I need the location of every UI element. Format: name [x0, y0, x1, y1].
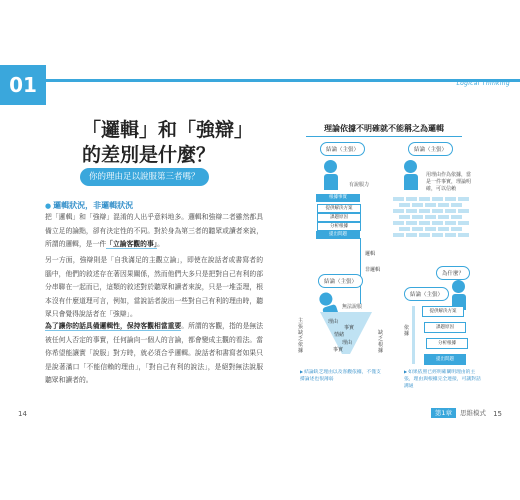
bubble-conclusion-bottom-right: 結論（主張） [404, 287, 449, 301]
step-box-4: 提出問題 [424, 354, 466, 365]
funnel-graphic [316, 312, 376, 354]
chapter-footer-box: 第1章 [431, 408, 456, 418]
note-reasoning: 用理由作為依據，當是一件事實，理論明確，可以信賴 [426, 172, 472, 192]
chapter-number-tab: 01 [0, 65, 46, 105]
title-line-1: 「邏輯」和「強辯」 [82, 119, 254, 141]
paragraph-1-text-a: 把「邏輯」和「強辯」混淆的人出乎意料地多。邏輯和強辯二者雖然都具備立足的論點，卻有決定性的不同。對於身為第三者的聽眾或讀者來說，所謂的邏輯，是一件 [45, 213, 263, 248]
funnel-word-5: 事實 [333, 347, 344, 353]
person-on-wall-icon [404, 160, 418, 190]
stack-item-2: 提供解決方案 [317, 204, 361, 213]
funnel-word-4: 理由 [342, 340, 353, 346]
funnel-word-1: 理由 [328, 319, 339, 325]
page-title [82, 118, 272, 168]
paragraph-1 [45, 211, 263, 252]
page-number-left: 14 [18, 410, 27, 418]
footnote-left: ▶ 結論缺乏理由以及客觀依據，不僅支撐論述也很薄弱 [300, 368, 382, 383]
support-arrow [412, 306, 415, 364]
side-label-no-basis: 主張缺乏依據 [298, 318, 304, 354]
header-bar [0, 79, 520, 82]
page-number-right: 15 [493, 410, 502, 418]
bubble-conclusion-top-left: 結論（主張） [320, 142, 365, 156]
stack-item-5: 提出問題 [316, 231, 360, 239]
paragraph-3 [45, 320, 263, 388]
chapter-footer-text: 思維模式 [460, 409, 486, 417]
question-bubble: 為什麼？ [436, 266, 470, 280]
step-box-2: 課題原因 [424, 322, 466, 333]
chapter-footer [431, 408, 486, 417]
paragraph-3-text: 。所謂的客觀，指的是無法被任何人否定的事實，任何論向一個人的言論，都會變成主觀的看法。當你希望能讓實「說服」對方時，就必須合乎邏輯。說話者和書寫者如果只是說著滿口「不能信賴的理由」，「對自己有利的說法」，是絕對無法說服聽眾和讀者的。 [45, 322, 264, 384]
label-logic: 邏輯 [365, 251, 376, 257]
bubble-conclusion-top-right: 結論（主張） [408, 142, 453, 156]
label-illogic: 非邏輯 [365, 267, 381, 273]
brick-wall [392, 196, 472, 238]
diagram-title: 理論依據不明確就不能稱之為邏輯 [296, 123, 472, 134]
funnel-word-3: 情緒 [334, 332, 345, 338]
paragraph-1-text-b: 。 [157, 240, 164, 248]
logic-divider-arrow [360, 238, 361, 304]
support-arrow-label: 依據 [404, 325, 410, 337]
stack-item-1: 根據事實 [316, 194, 360, 202]
stack-item-3: 課題原因 [317, 213, 361, 222]
running-title: Logical Thinking [456, 80, 510, 87]
funnel-word-2: 事實 [344, 325, 355, 331]
footnote-right: ▶ 如果依照已經明確闡明理由的主張，理由與根據完全連接，可讓對話溝通 [404, 368, 484, 390]
person-standing-icon [324, 160, 338, 190]
paragraph-1-highlight: 「立論客觀的事」 [106, 240, 158, 248]
paragraph-2: 另一方面，強辯則是「自我滿足的主觀立論」，即使在說話者或書寫者的腦中，他們的敘述存在著因果關係，然而他們大多只是把對自己有利的部分串聯在一起而已，這類的敘述對於聽眾和讀者來說，只是一堆歪理，根本沒有什麼道理可言，例如，當說話者說出一些對自己有利的理由時，聽眾只會覺得說話者在「強辯」。 [45, 256, 263, 318]
section-heading: ● 邏輯狀況，非邏輯狀況 [45, 200, 133, 211]
step-box-3: 分析根據 [426, 338, 468, 349]
note-persuasive: 有說服力 [349, 182, 370, 188]
stack-item-4: 分析根據 [317, 222, 361, 231]
bubble-conclusion-bottom-left: 結論（主張） [318, 274, 363, 288]
title-line-2: 的差別是什麼？ [82, 144, 216, 166]
subtitle-pill: 你的理由足以說服第三者嗎？ [80, 168, 209, 186]
step-box-1: 提供解決方案 [422, 306, 464, 317]
paragraph-3-highlight: 為了讓你的話具備邏輯性，保持客觀相當重要 [45, 322, 182, 330]
note-unpersuasive: 無法說服 [342, 304, 363, 310]
side-label-lacks-evidence: 缺乏根據 [378, 330, 384, 354]
